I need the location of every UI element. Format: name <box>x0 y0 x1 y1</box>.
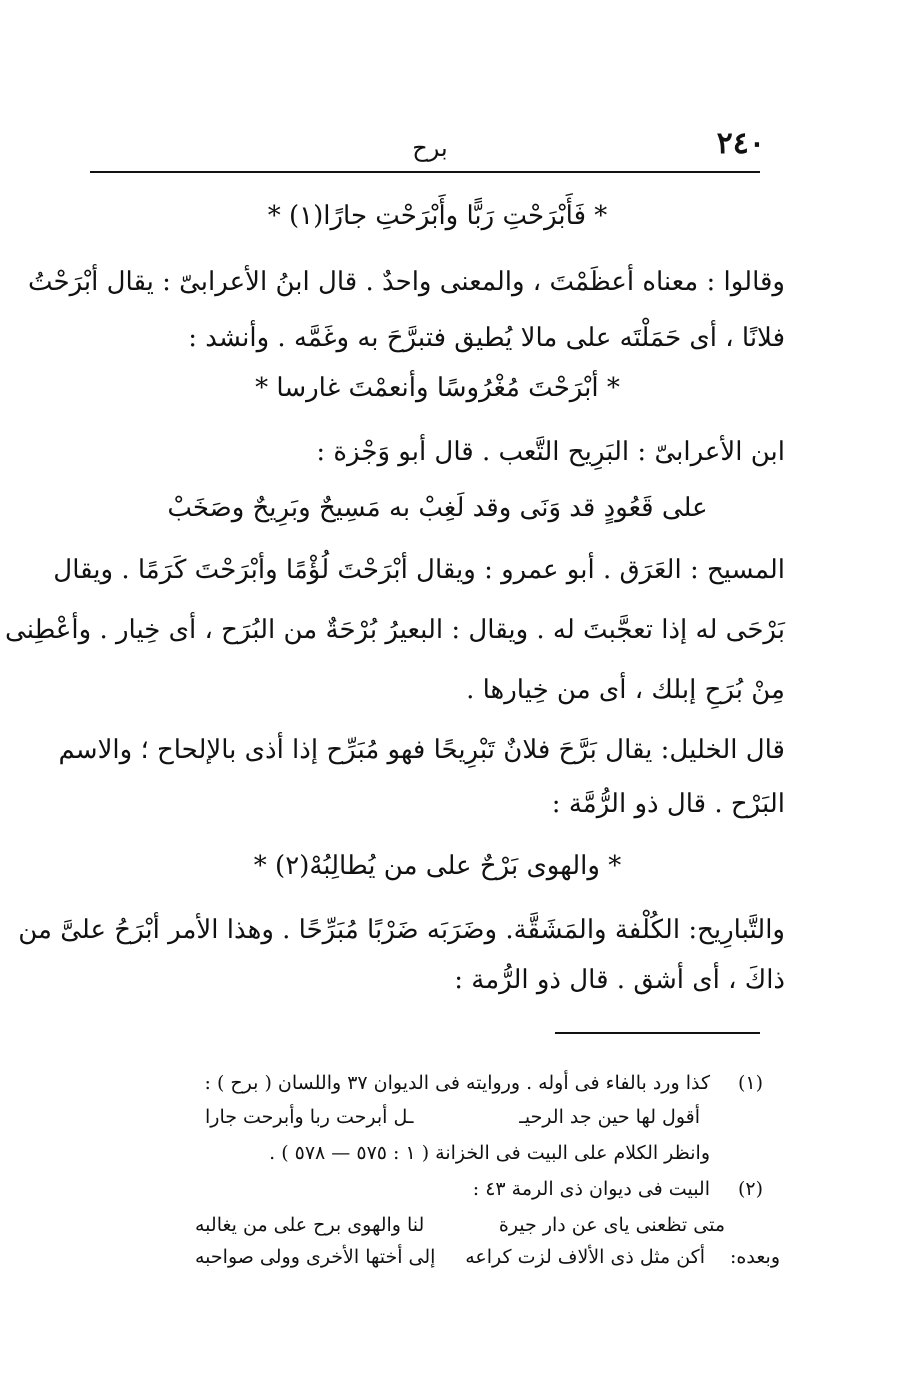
footnote-2-after-label: وبعده: <box>730 1246 780 1268</box>
body-line-5: بَرْحَى له إذا تعجَّبتَ له . ويقال : البعيرُ بُرْحَةٌ من البُرَح ، أى خِيار . وأعْطِنى <box>5 615 785 645</box>
footnote-2-verse-1-second-half: لنا والهوى برح على من يغالبه <box>195 1214 425 1236</box>
footnote-rule <box>555 1032 760 1034</box>
footnote-2-line-1: البيت فى ديوان ذى الرمة ٤٣ : <box>472 1178 710 1200</box>
footnote-1-line-1: كذا ورد بالفاء فى أوله . وروايته فى الديوان ٣٧ واللسان ( برح ) : <box>204 1072 710 1094</box>
footnote-1-verse-first-half: أقول لها حين جد الرحيـ <box>519 1106 700 1128</box>
footnote-2-verse-1-first-half: متى تظعنى ياى عن دار جيرة <box>498 1214 725 1236</box>
body-line-4: المسيح : العَرَق . أبو عمرو : ويقال أبْرَحْتَ لُؤْمًا وأبْرَحْتَ كَرَمًا . ويقال <box>53 555 785 585</box>
body-line-2: فلانًا ، أى حَمَلْتَه على مالا يُطيق فتبرَّحَ به وغَمَّه . وأنشد : <box>188 323 785 353</box>
body-line-3: ابن الأعرابىّ : البَرِيح التَّعب . قال أبو وَجْزة : <box>316 437 785 467</box>
verse-3: على قَعُودٍ قد وَنَى وقد لَغِبْ به مَسِيحٌ وبَرِيحٌ وصَخَبْ <box>167 493 708 523</box>
verse-1: * فَأَبْرَحْتِ رَبًّا وأَبْرَحْتِ جارًا(١) * <box>267 201 608 231</box>
running-title: برح <box>412 134 448 162</box>
footnote-2-verse-2-second-half: إلى أختها الأخرى وولى صواحبه <box>195 1246 436 1268</box>
body-line-6: مِنْ بُرَحِ إبلك ، أى من خِيارها . <box>466 675 785 705</box>
body-line-9: والتَّبارِيح: الكُلْفة والمَشَقَّة. وضَرَبَه ضَرْبًا مُبَرِّحًا . وهذا الأمر أبْرَحُ علىَّ من <box>18 915 785 945</box>
footnote-1-verse-second-half: ـل أبرحت ربا وأبرحت جارا <box>205 1106 414 1128</box>
header-rule <box>90 171 760 173</box>
body-line-7: قال الخليل: يقال بَرَّحَ فلانٌ تَبْرِيحًا فهو مُبَرِّح إذا أذى بالإلحاح ؛ والاسم <box>58 735 785 765</box>
footnote-2-marker: (٢) <box>737 1178 763 1200</box>
footnote-1-marker: (١) <box>737 1072 763 1094</box>
verse-2: * أبْرَحْتَ مُغْرُوسًا وأنعمْتَ غارسا * <box>255 373 620 403</box>
footnote-1-line-2: وانظر الكلام على البيت فى الخزانة ( ١ : ٥٧٥ — ٥٧٨ ) . <box>269 1142 710 1164</box>
body-line-8: البَرْح . قال ذو الرُّمَّة : <box>551 789 785 819</box>
page-number: ٢٤٠ <box>716 126 765 161</box>
verse-4: * والهوى بَرْحٌ على من يُطالِبُهْ(٢) * <box>253 851 622 881</box>
body-line-10: ذاكَ ، أى أشق . قال ذو الرُّمة : <box>454 965 785 995</box>
footnote-2-verse-2-first-half: أكن مثل ذى الألاف لزت كراعه <box>465 1246 705 1268</box>
body-line-1: وقالوا : معناه أعظَمْتَ ، والمعنى واحدٌ . قال ابنُ الأعرابىّ : يقال أبْرَحْتُ <box>27 267 785 297</box>
